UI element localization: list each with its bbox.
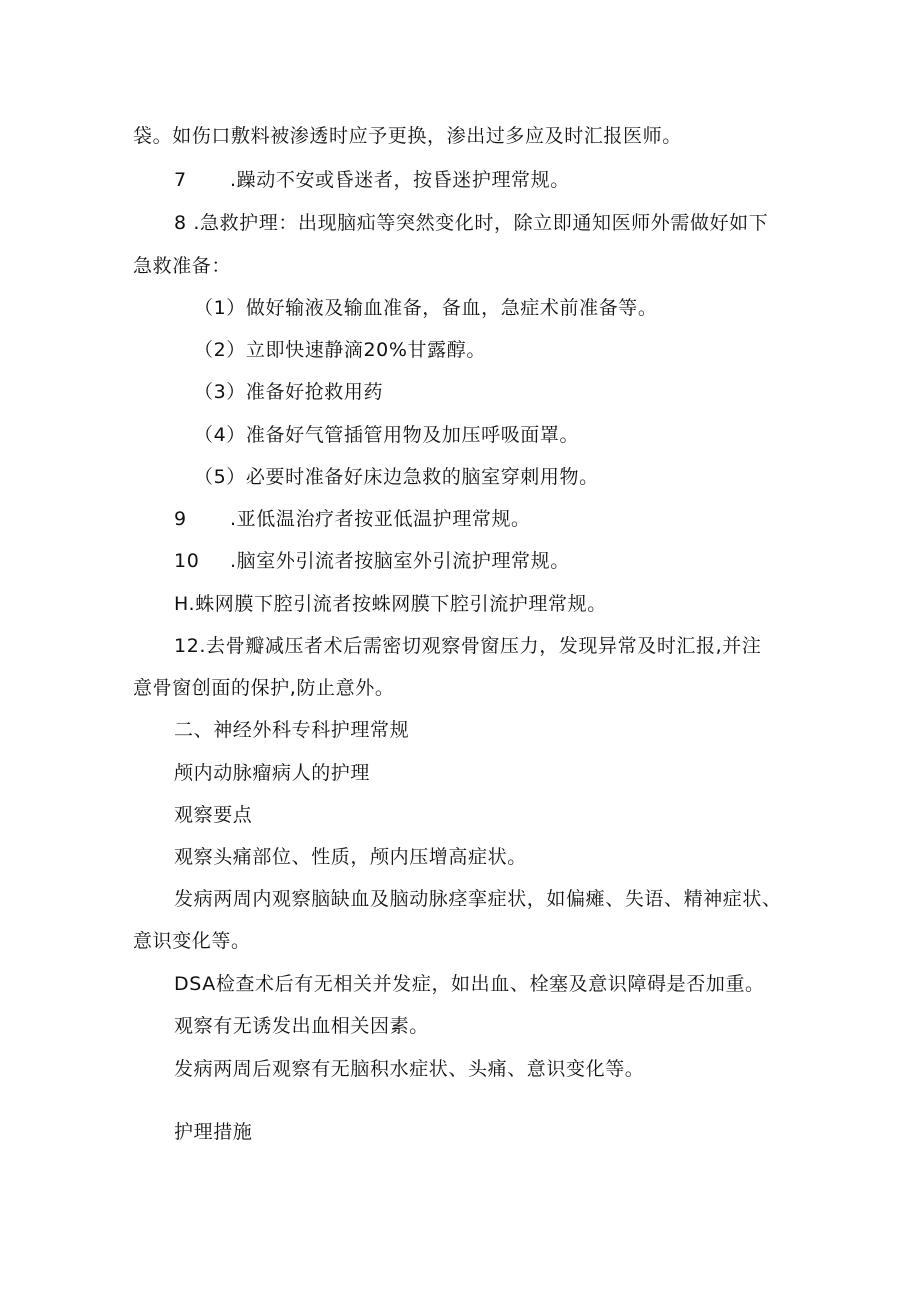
sub-item-2: （2）立即快速静滴20%甘露醇。 (194, 339, 486, 361)
list-item-10 (174, 549, 570, 573)
sub-item-3: （3）准备好抢救用药 (194, 381, 384, 403)
list-item-12: 12.去骨瓣减压者术后需密切观察骨窗压力，发现异常及时汇报,并注 (174, 635, 762, 657)
paragraph-line: 袋。如伤口敷料被渗透时应予更换，渗出过多应及时汇报医师。 (133, 125, 682, 147)
list-item-11: H.蛛网膜下腔引流者按蛛网膜下腔引流护理常规。 (174, 593, 607, 615)
observation-item: 发病两周内观察脑缺血及脑动脉痉挛症状，如偏瘫、失语、精神症状、 (174, 888, 782, 910)
observation-item: 发病两周后观察有无脑积水症状、头痛、意识变化等。 (174, 1058, 645, 1080)
list-item-text: .脑室外引流者按脑室外引流护理常规。 (230, 550, 570, 572)
list-item-text: .亚低温治疗者按亚低温护理常规。 (230, 508, 531, 530)
list-item-text: .躁动不安或昏迷者，按昏迷护理常规。 (230, 169, 570, 191)
list-number: 9 (174, 508, 187, 530)
sub-item-4: （4）准备好气管插管用物及加压呼吸面罩。 (194, 424, 580, 446)
list-number: 7 (174, 169, 187, 191)
sub-item-5: （5）必要时准备好床边急救的脑室穿刺用物。 (194, 466, 599, 488)
list-item-8: 8 .急救护理：出现脑疝等突然变化时，除立即通知医师外需做好如下 (174, 212, 769, 234)
measures-heading: 护理措施 (174, 1121, 253, 1143)
section-heading: 二、神经外科专科护理常规 (174, 719, 410, 741)
observation-item: DSA检查术后有无相关并发症，如出血、栓塞及意识障碍是否加重。 (174, 973, 765, 995)
list-item-9 (174, 507, 531, 531)
observation-item-continuation: 意识变化等。 (133, 930, 251, 952)
list-item-12-continuation: 意骨窗创面的保护,防止意外。 (133, 677, 395, 699)
sub-item-1: （1）做好输液及输血准备，备血，急症术前准备等。 (194, 297, 658, 319)
list-number: 10 (174, 550, 200, 572)
observation-item: 观察头痛部位、性质，颅内压增高症状。 (174, 846, 527, 868)
subsection-heading: 颅内动脉瘤病人的护理 (174, 762, 371, 784)
list-item-7 (174, 168, 570, 192)
observation-heading: 观察要点 (174, 804, 253, 826)
observation-item: 观察有无诱发出血相关因素。 (174, 1015, 429, 1037)
list-item-8-continuation: 急救准备： (133, 255, 232, 277)
